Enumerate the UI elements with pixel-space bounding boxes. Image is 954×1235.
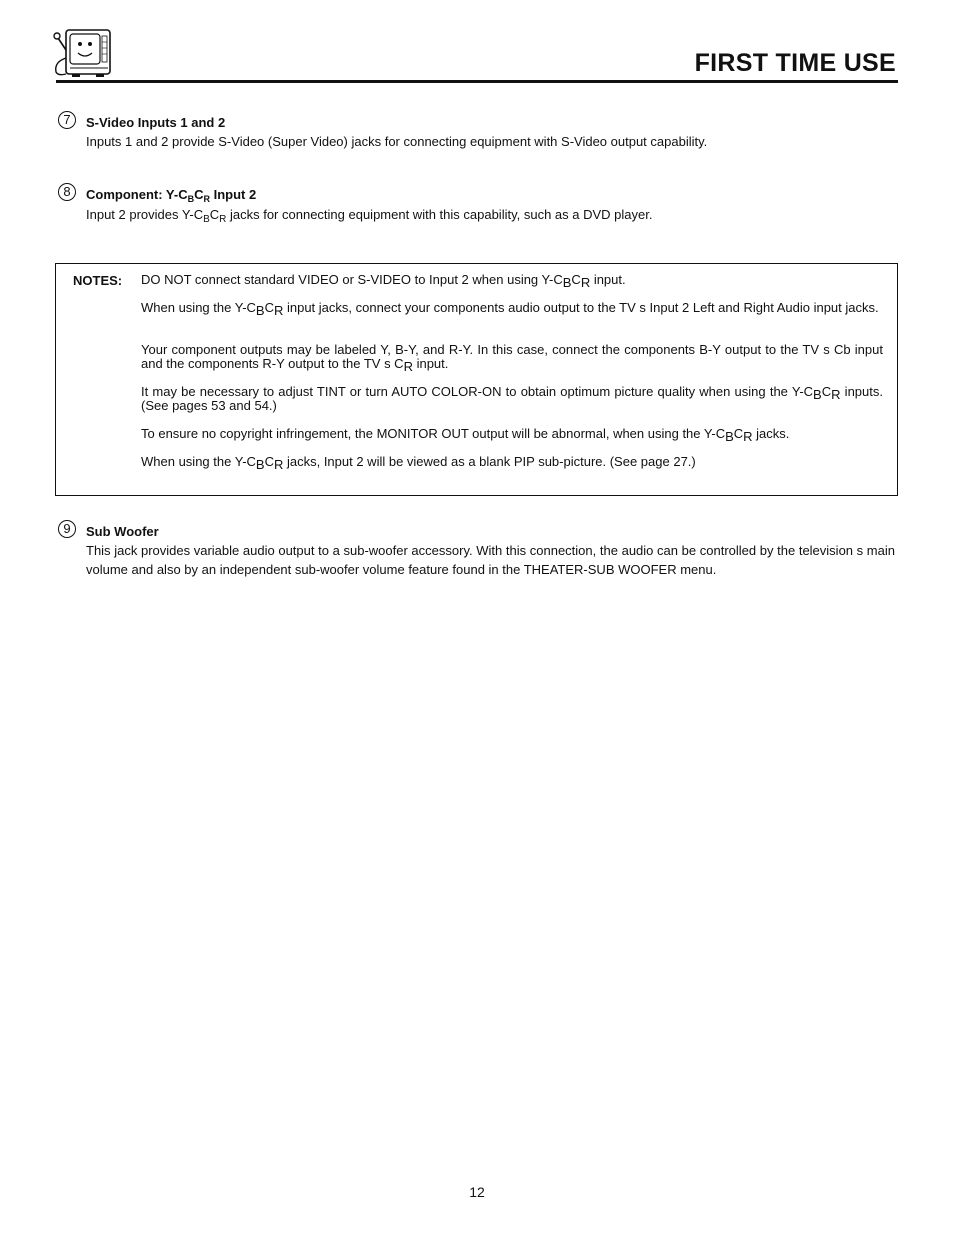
section-title: S-Video Inputs 1 and 2 xyxy=(86,115,226,130)
section-number: 8 xyxy=(58,183,76,201)
section-body: Input 2 provides $Y-C_BC_R$ jacks for connecting equipment with this capability, such as a DVD player. xyxy=(86,207,653,225)
header-divider xyxy=(56,80,898,83)
note-item: Your component outputs may be labeled Y, B-Y, and R-Y. In this case, connect the components B-Y output to the TV s Cb input and the components R-Y output to the TV s CR input. xyxy=(141,342,883,374)
section-title: Sub Woofer xyxy=(86,524,159,539)
note-item: When using the Y-CBCR jacks, Input 2 will be viewed as a blank PIP sub-picture. (See page 27.) xyxy=(141,454,696,472)
page-number: 12 xyxy=(469,1184,485,1200)
notes-label: NOTES: xyxy=(73,273,123,288)
page-title: FIRST TIME USE xyxy=(694,49,896,77)
note-item: DO NOT connect standard VIDEO or S-VIDEO to Input 2 when using Y-CBCR input. xyxy=(141,272,626,290)
note-item: It may be necessary to adjust TINT or turn AUTO COLOR-ON to obtain optimum picture quality when using the Y-CBCR inputs. (See pages 53 and 54.) xyxy=(141,384,883,413)
note-item: When using the Y-CBCR input jacks, connect your components audio output to the TV s Input 2 Left and Right Audio input jacks. xyxy=(141,300,879,318)
note-item: To ensure no copyright infringement, the MONITOR OUT output will be abnormal, when using the Y-CBCR jacks. xyxy=(141,426,790,444)
section-title: Component: $Y-C_BC_R$ Input 2 xyxy=(86,187,257,204)
notes-box xyxy=(55,263,898,496)
section-number: 7 xyxy=(58,111,76,129)
section-body: This jack provides variable audio output to a sub-woofer accessory. With this connection, the audio can be controlled by the television s main volume and also by an independent sub-woofer volume feature found in the THEATER-SUB WOOFER menu. xyxy=(86,543,895,577)
section-number: 9 xyxy=(58,520,76,538)
tv-mascot-icon xyxy=(52,28,114,78)
section-body: Inputs 1 and 2 provide S-Video (Super Video) jacks for connecting equipment with S-Video output capability. xyxy=(86,134,708,149)
